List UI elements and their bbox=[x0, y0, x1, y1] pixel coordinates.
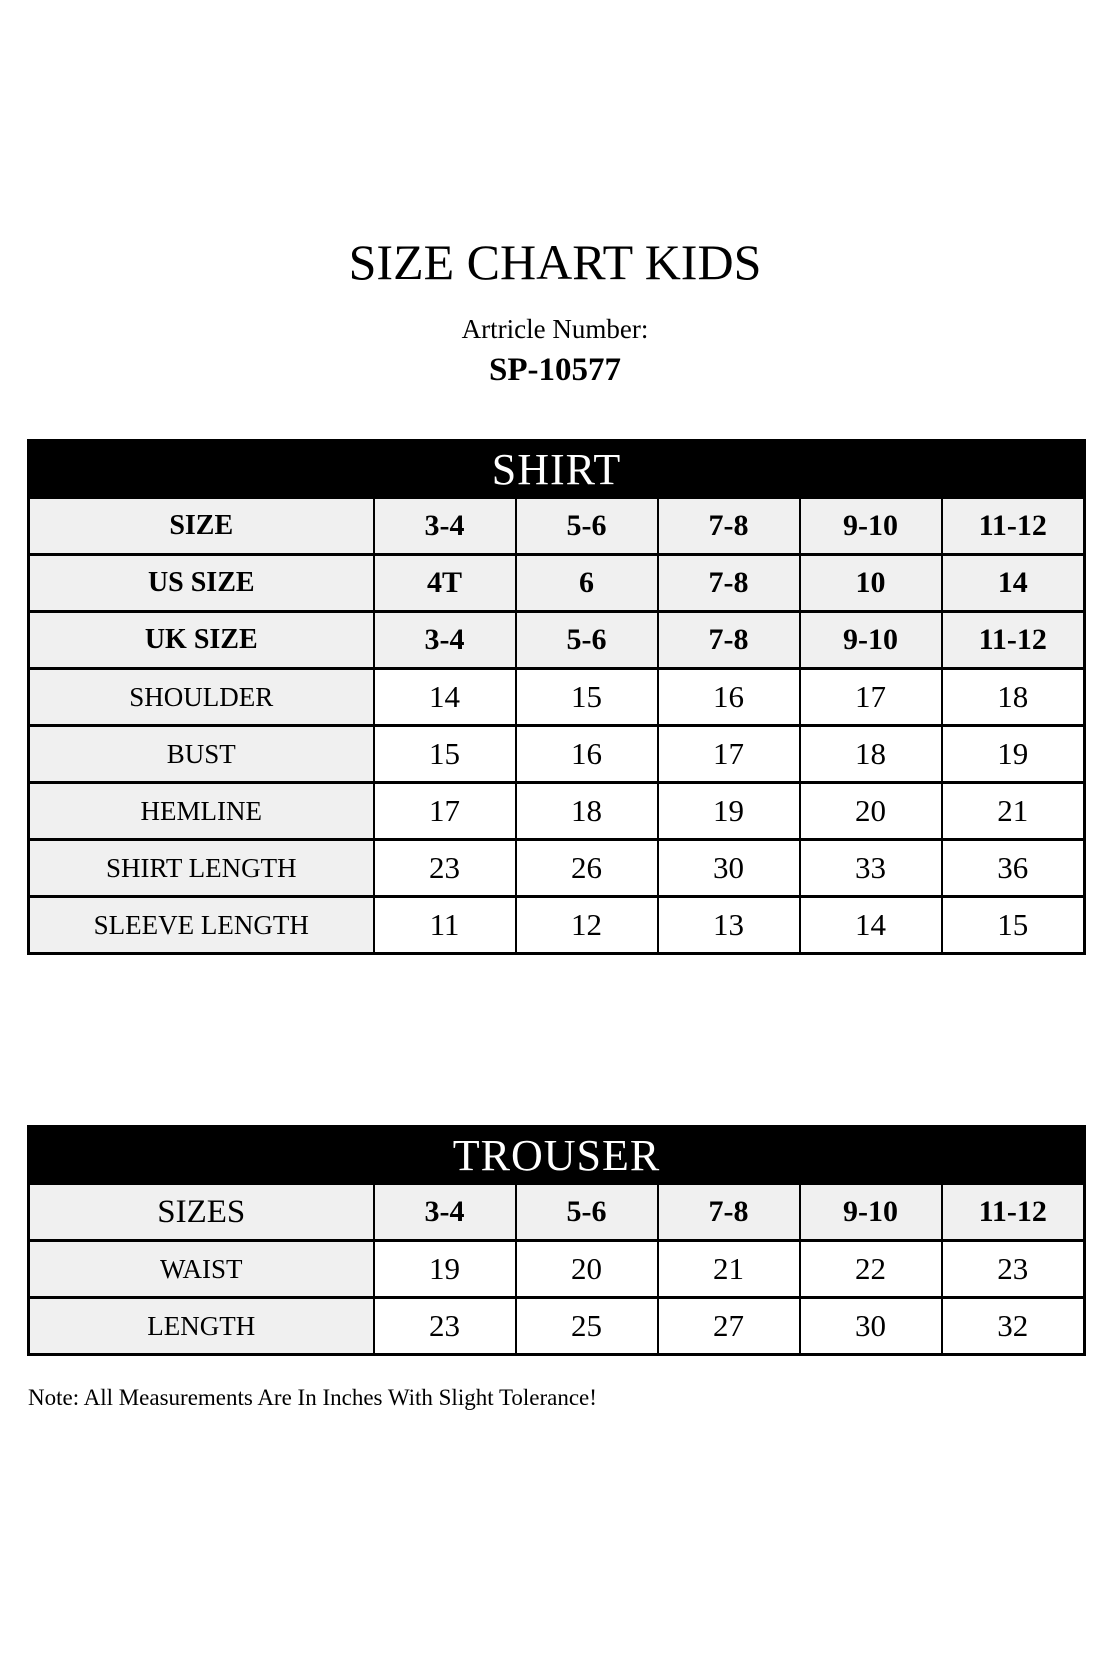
cell: 13 bbox=[658, 897, 800, 954]
cell: 16 bbox=[658, 669, 800, 726]
row-label: SLEEVE LENGTH bbox=[29, 897, 374, 954]
cell: 12 bbox=[516, 897, 658, 954]
cell: 9-10 bbox=[800, 1184, 942, 1241]
cell: 14 bbox=[942, 555, 1085, 612]
table-row bbox=[29, 555, 1085, 612]
cell: 33 bbox=[800, 840, 942, 897]
table-row bbox=[29, 1184, 1085, 1241]
cell: 5-6 bbox=[516, 612, 658, 669]
trouser-size-table-wrapper bbox=[27, 1125, 1083, 1356]
shirt-table-title: SHIRT bbox=[29, 441, 1085, 498]
cell: 6 bbox=[516, 555, 658, 612]
shirt-size-table bbox=[27, 439, 1086, 955]
trouser-table-banner-row bbox=[29, 1127, 1085, 1184]
row-label: US SIZE bbox=[29, 555, 374, 612]
cell: 11-12 bbox=[942, 612, 1085, 669]
trouser-size-table bbox=[27, 1125, 1086, 1356]
shirt-size-table-wrapper bbox=[27, 439, 1083, 955]
row-label: SIZE bbox=[29, 498, 374, 555]
cell: 3-4 bbox=[374, 498, 516, 555]
cell: 7-8 bbox=[658, 555, 800, 612]
cell: 22 bbox=[800, 1241, 942, 1298]
cell: 23 bbox=[942, 1241, 1085, 1298]
page-title: SIZE CHART KIDS bbox=[348, 234, 762, 290]
cell: 11 bbox=[374, 897, 516, 954]
cell: 18 bbox=[516, 783, 658, 840]
table-row bbox=[29, 612, 1085, 669]
cell: 18 bbox=[942, 669, 1085, 726]
cell: 21 bbox=[942, 783, 1085, 840]
cell: 11-12 bbox=[942, 498, 1085, 555]
row-label: BUST bbox=[29, 726, 374, 783]
shirt-table-banner-row bbox=[29, 441, 1085, 498]
measurement-note: Note: All Measurements Are In Inches With Slight Tolerance! bbox=[28, 1385, 597, 1410]
cell: 30 bbox=[658, 840, 800, 897]
cell: 30 bbox=[800, 1298, 942, 1355]
cell: 32 bbox=[942, 1298, 1085, 1355]
table-row bbox=[29, 498, 1085, 555]
table-row bbox=[29, 1298, 1085, 1355]
cell: 9-10 bbox=[800, 498, 942, 555]
cell: 20 bbox=[800, 783, 942, 840]
table-row bbox=[29, 840, 1085, 897]
row-label: SHOULDER bbox=[29, 669, 374, 726]
trouser-table-title: TROUSER bbox=[29, 1127, 1085, 1184]
cell: 14 bbox=[800, 897, 942, 954]
cell: 11-12 bbox=[942, 1184, 1085, 1241]
cell: 15 bbox=[516, 669, 658, 726]
cell: 17 bbox=[374, 783, 516, 840]
cell: 26 bbox=[516, 840, 658, 897]
cell: 20 bbox=[516, 1241, 658, 1298]
cell: 27 bbox=[658, 1298, 800, 1355]
cell: 7-8 bbox=[658, 612, 800, 669]
cell: 36 bbox=[942, 840, 1085, 897]
cell: 4T bbox=[374, 555, 516, 612]
cell: 9-10 bbox=[800, 612, 942, 669]
cell: 15 bbox=[374, 726, 516, 783]
row-label: UK SIZE bbox=[29, 612, 374, 669]
table-row bbox=[29, 726, 1085, 783]
table-row bbox=[29, 669, 1085, 726]
cell: 23 bbox=[374, 840, 516, 897]
table-row bbox=[29, 897, 1085, 954]
row-label: WAIST bbox=[29, 1241, 374, 1298]
cell: 5-6 bbox=[516, 498, 658, 555]
cell: 21 bbox=[658, 1241, 800, 1298]
row-label: SHIRT LENGTH bbox=[29, 840, 374, 897]
cell: 16 bbox=[516, 726, 658, 783]
table-row bbox=[29, 1241, 1085, 1298]
row-label: SIZES bbox=[29, 1184, 374, 1241]
article-number-value: SP-10577 bbox=[489, 352, 621, 388]
cell: 3-4 bbox=[374, 1184, 516, 1241]
cell: 18 bbox=[800, 726, 942, 783]
row-label: LENGTH bbox=[29, 1298, 374, 1355]
cell: 14 bbox=[374, 669, 516, 726]
cell: 17 bbox=[658, 726, 800, 783]
cell: 5-6 bbox=[516, 1184, 658, 1241]
row-label: HEMLINE bbox=[29, 783, 374, 840]
cell: 19 bbox=[374, 1241, 516, 1298]
cell: 25 bbox=[516, 1298, 658, 1355]
cell: 7-8 bbox=[658, 1184, 800, 1241]
cell: 17 bbox=[800, 669, 942, 726]
cell: 23 bbox=[374, 1298, 516, 1355]
cell: 19 bbox=[658, 783, 800, 840]
cell: 19 bbox=[942, 726, 1085, 783]
cell: 15 bbox=[942, 897, 1085, 954]
cell: 10 bbox=[800, 555, 942, 612]
cell: 7-8 bbox=[658, 498, 800, 555]
cell: 3-4 bbox=[374, 612, 516, 669]
table-row bbox=[29, 783, 1085, 840]
article-number-label: Artricle Number: bbox=[461, 314, 649, 344]
